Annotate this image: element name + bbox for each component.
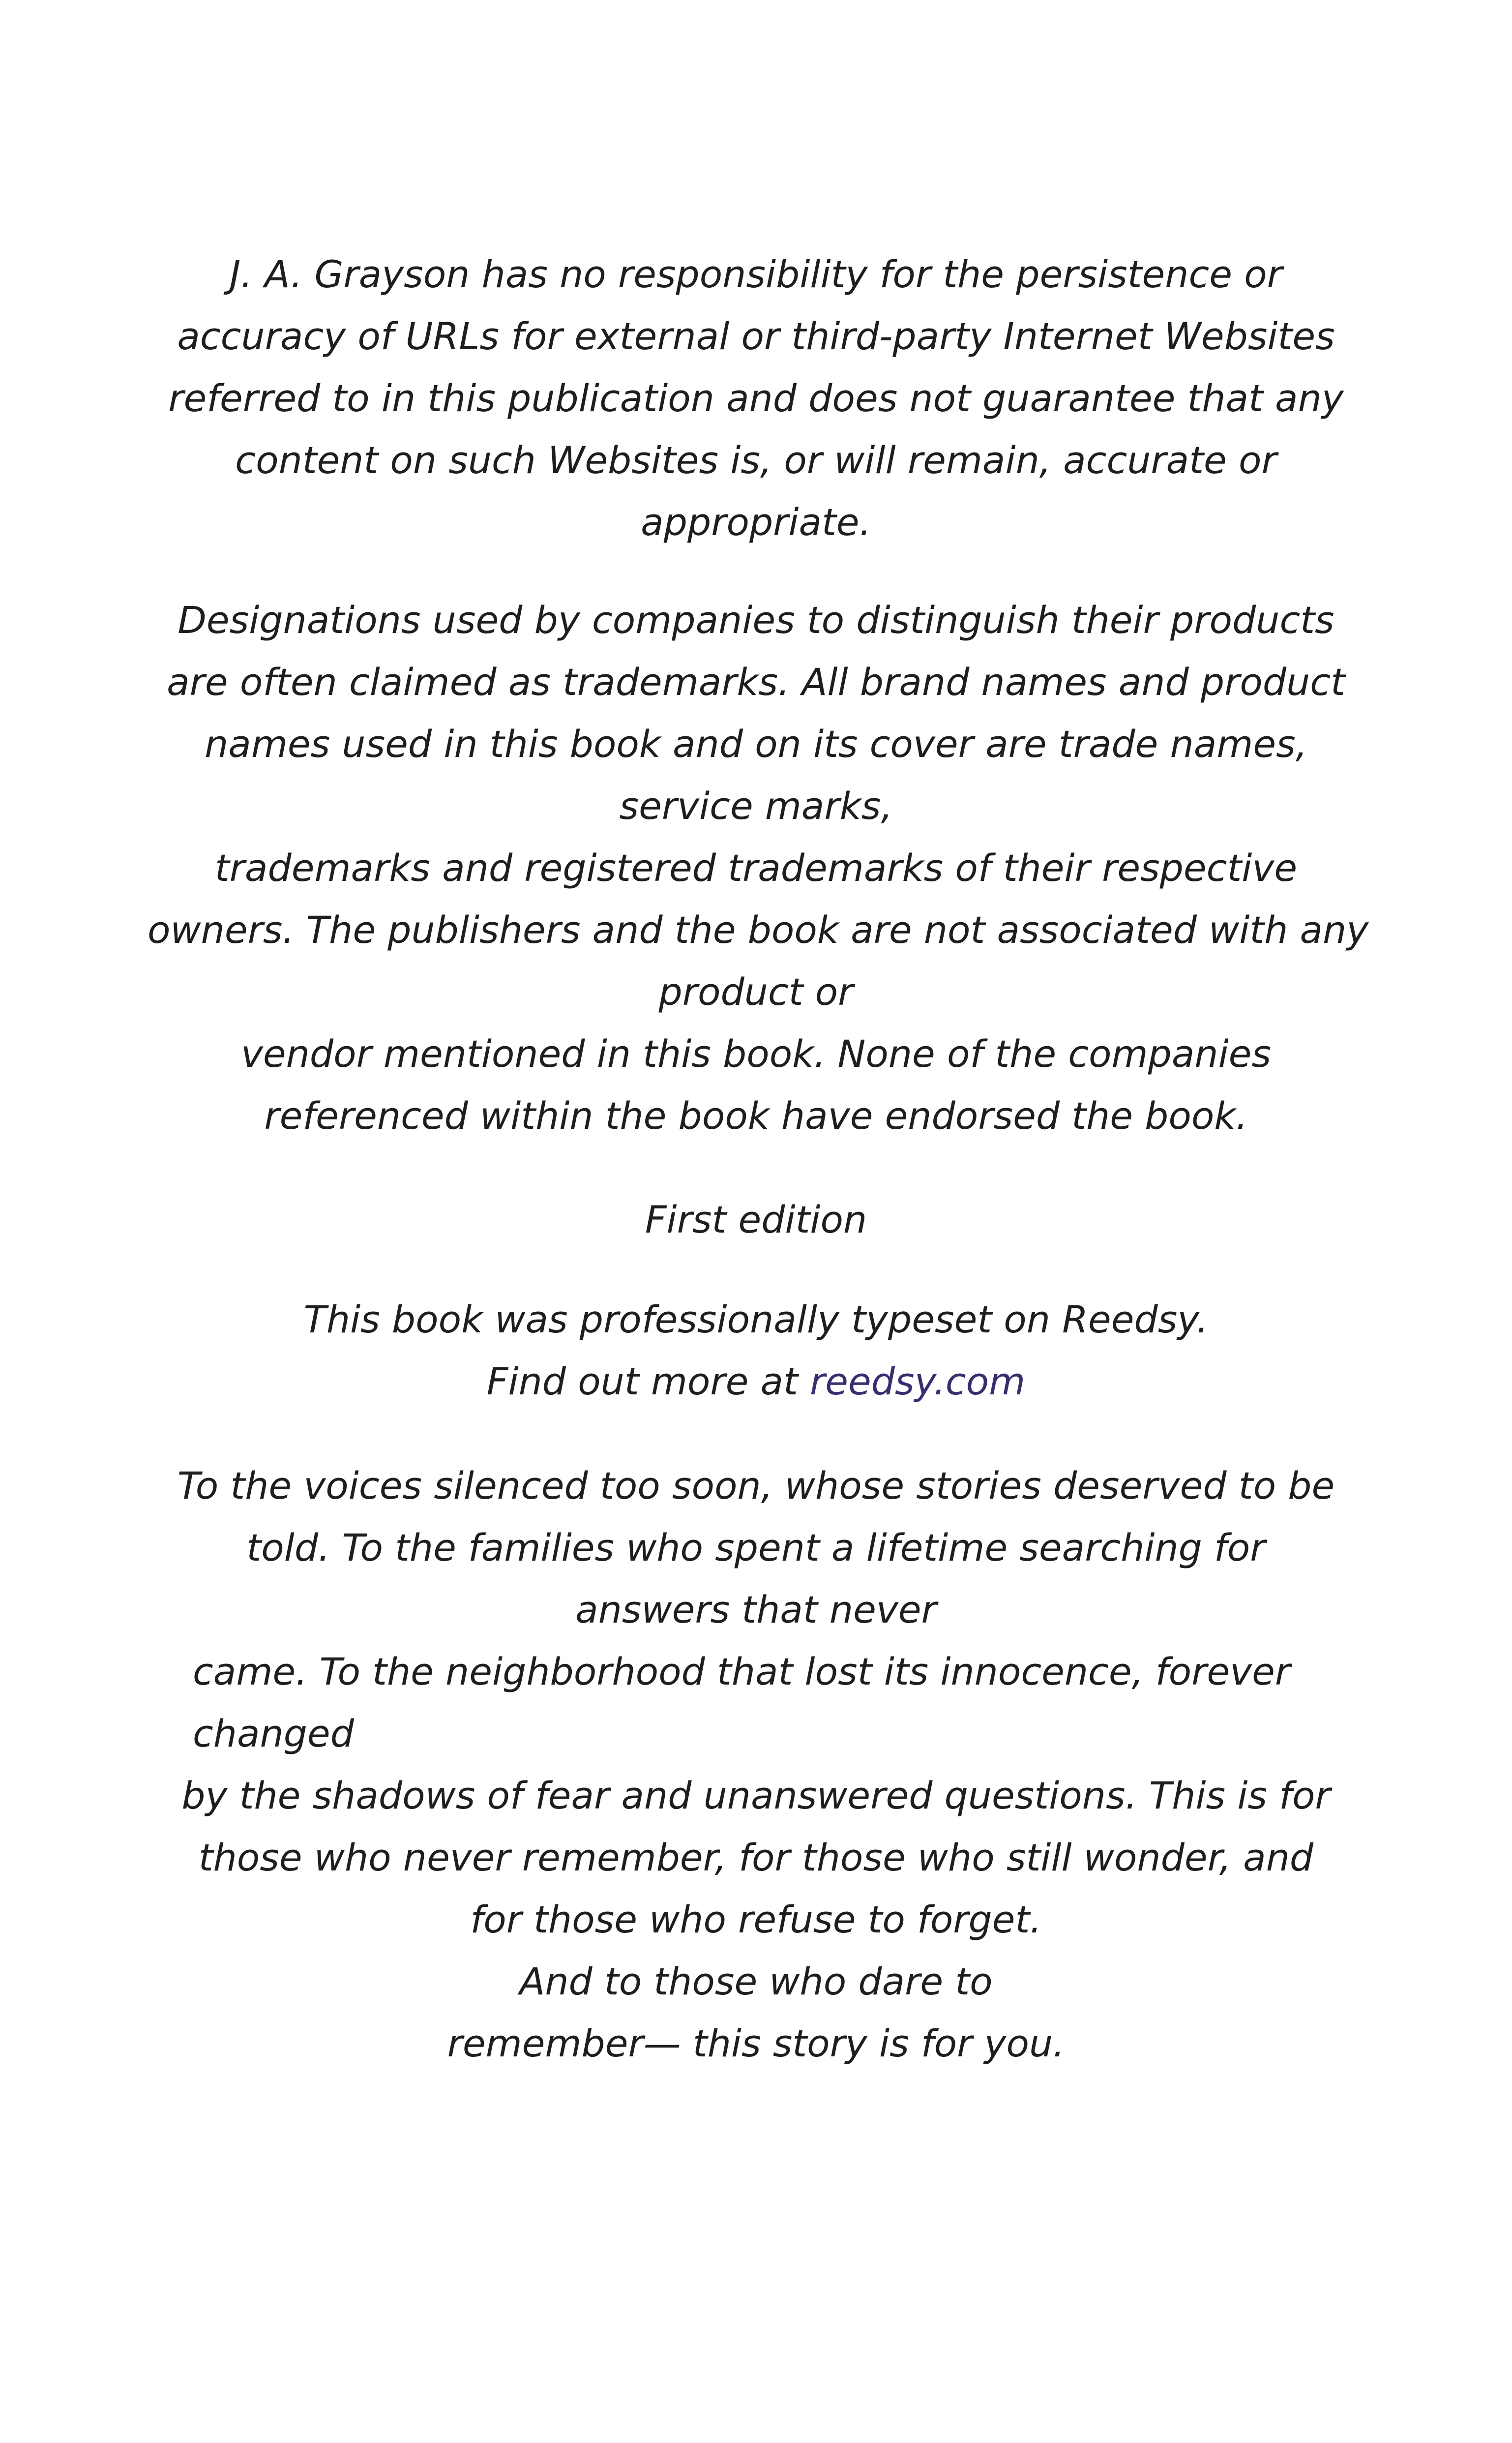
dedication-line: by the shadows of fear and unanswered questions. This is for <box>181 1774 1331 1817</box>
url-disclaimer <box>148 243 1364 553</box>
typeset-notice <box>148 1289 1364 1413</box>
trademark-line: referenced within the book have endorsed the book. <box>264 1094 1248 1138</box>
reedsy-link[interactable]: reedsy.com <box>810 1359 1026 1403</box>
dedication-line: for those who refuse to forget. <box>470 1898 1042 1941</box>
dedication-line: told. To the families who spent a lifetime searching for <box>246 1526 1266 1569</box>
dedication-line: To the voices silenced too soon, whose stories deserved to be <box>177 1464 1335 1508</box>
trademark-line: Designations used by companies to distinguish their products <box>178 598 1334 642</box>
find-out-more-text: Find out more at <box>486 1359 810 1403</box>
disclaimer-line: referred to in this publication and does not guarantee that any <box>168 376 1344 420</box>
disclaimer-line: content on such Websites is, or will remain, accurate or <box>235 438 1277 482</box>
dedication-line: came. To the neighborhood that lost its innocence, forever <box>193 1650 1291 1693</box>
disclaimer-line: J. A. Grayson has no responsibility for the persistence or <box>230 252 1282 296</box>
dedication-line: changed <box>193 1712 354 1755</box>
dedication-line: remember— this story is for you. <box>447 2021 1065 2065</box>
trademark-line: product or <box>658 970 854 1014</box>
dedication-line: answers that never <box>575 1588 937 1631</box>
find-out-more-line <box>148 1351 1364 1413</box>
typeset-text: This book was professionally typeset on Reedsy. <box>303 1297 1209 1341</box>
trademark-line: vendor mentioned in this book. None of the companies <box>240 1032 1272 1076</box>
trademark-notice <box>148 589 1369 1147</box>
dedication-line: those who never remember, for those who still wonder, and <box>198 1836 1314 1879</box>
disclaimer-line: appropriate. <box>641 500 871 544</box>
disclaimer-line: accuracy of URLs for external or third-party Internet Websites <box>177 314 1335 358</box>
trademark-line: trademarks and registered trademarks of their respective <box>214 846 1298 890</box>
edition-text: First edition <box>645 1198 867 1241</box>
trademark-line: names used in this book and on its cover are trade names, <box>205 722 1307 766</box>
dedication-line: And to those who dare to <box>519 1960 993 2003</box>
trademark-line: service marks, <box>619 784 893 828</box>
trademark-line: are often claimed as trademarks. All brand names and product <box>167 660 1345 704</box>
trademark-line: owners. The publishers and the book are not associated with any <box>148 908 1369 952</box>
edition-notice <box>148 1189 1364 1251</box>
dedication <box>148 1455 1364 2075</box>
